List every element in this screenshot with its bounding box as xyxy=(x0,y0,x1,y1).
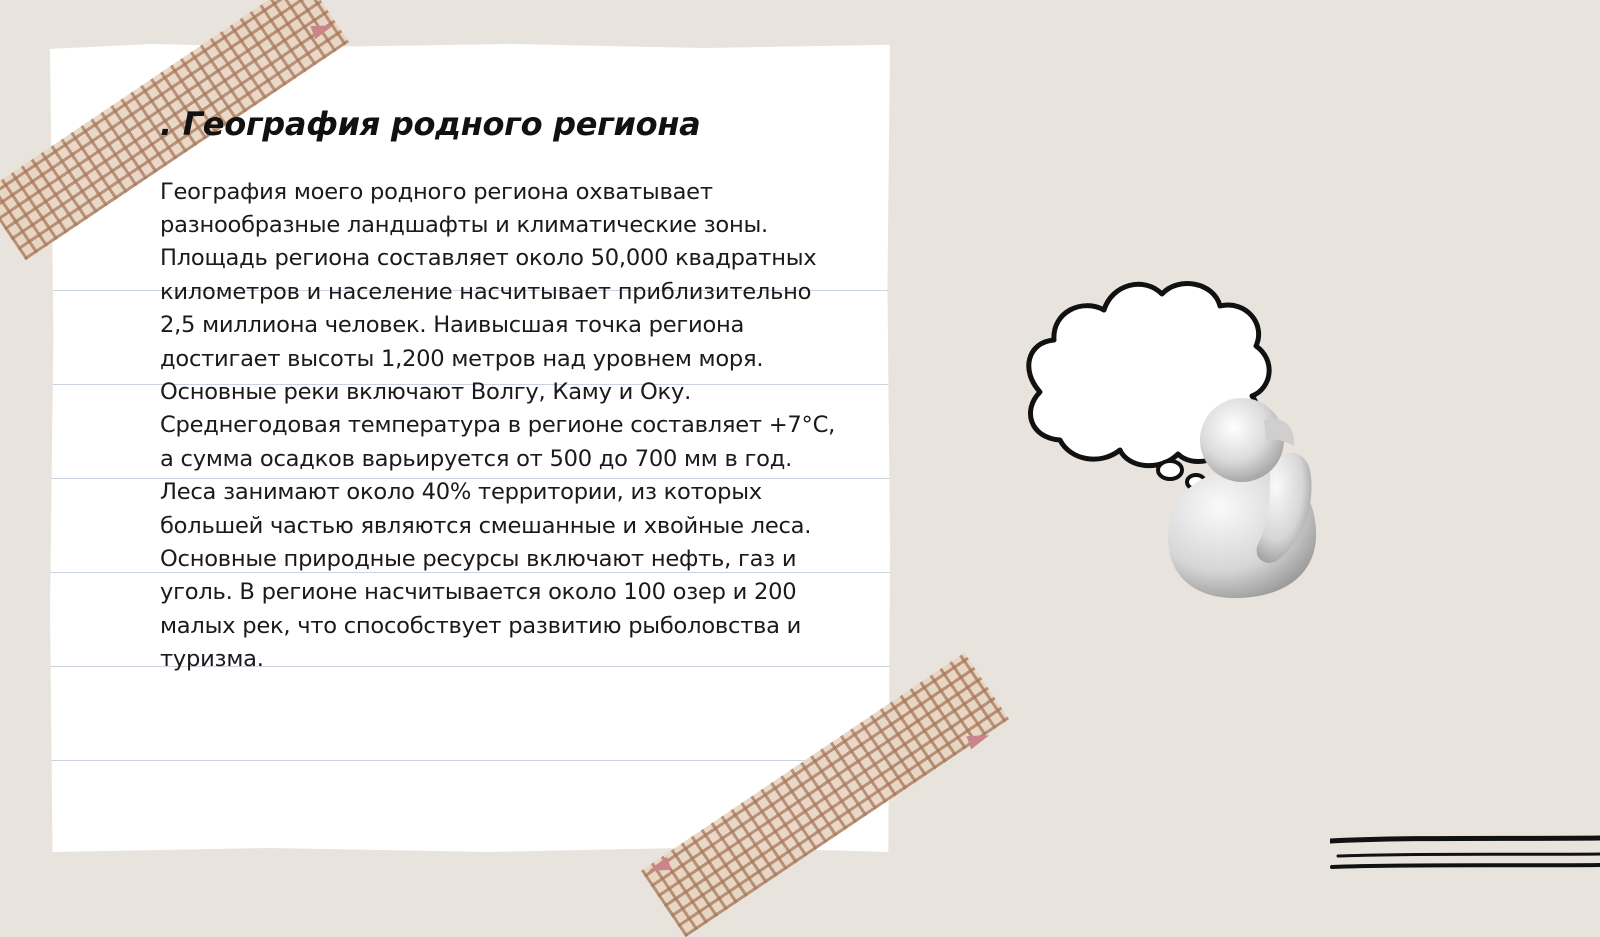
slide-title: . География родного региона xyxy=(160,105,701,143)
thinking-person-icon xyxy=(1020,270,1340,620)
slide-body-text: География моего родного региона охватывает разнообразные ландшафты и климатические зоны. Площадь региона составляет около 50,000 квадратных километров и население насчитывает приблизительно 2,5 миллиона человек. Наивысшая точка региона достигает высоты 1,200 метров над уровнем моря. Основные реки включают Волгу, Каму и Оку. Среднегодовая температура в регионе составляет +7°C, а сумма осадков варьируется от 500 до 700 мм в год. Леса занимают около 40% территории, из которых большей частью являются смешанные и хвойные леса. Основные природные ресурсы включают нефть, газ и уголь. В регионе насчитывается около 100 озер и 200 малых рек, что способствует развитию рыболовства и туризма. xyxy=(160,178,836,673)
ruled-line xyxy=(50,760,890,761)
text-block xyxy=(160,104,850,677)
decorative-brush-lines xyxy=(1330,835,1600,885)
